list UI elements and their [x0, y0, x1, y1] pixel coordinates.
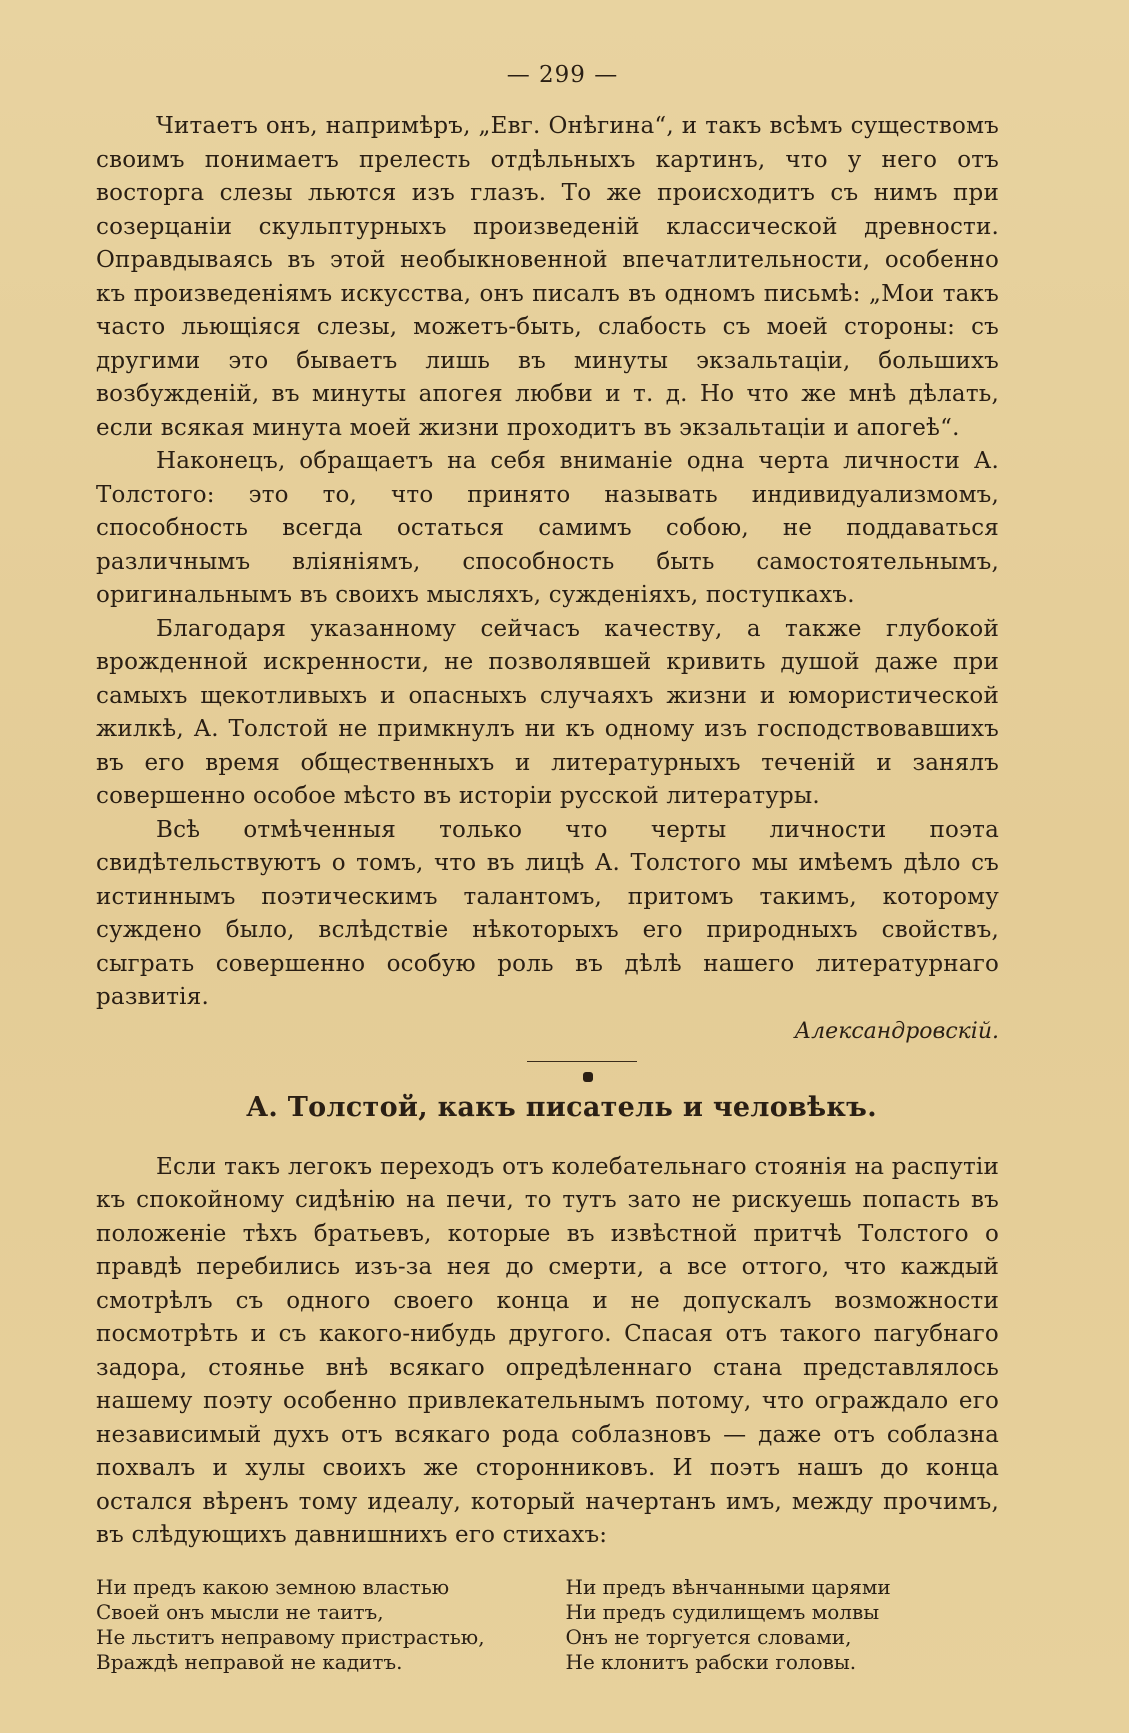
page-number: — 299 —: [506, 62, 619, 88]
poem-line: Не клонитъ рабски головы.: [565, 1649, 857, 1674]
poem-line: Ни предъ какою земною властью: [96, 1574, 450, 1599]
poem-line: Ни предъ судилищемъ молвы: [565, 1599, 880, 1624]
paragraph-3: Благодаря указанному сейчасъ качеству, а также глубокой врожденной искренности, не позволявшей кривить душой даже при самыхъ щекотливыхъ и опасныхъ случаяхъ жизни и юмористической жилкѣ, А. Толстой не примкнулъ ни къ одному изъ господствовавшихъ въ его время общественныхъ и литературныхъ теченiй и занялъ совершенно особое мѣсто въ исторiи русской литературы.: [96, 615, 999, 809]
poem-column-right: [566, 1575, 1000, 1675]
poem-line: Ни предъ вѣнчанными царями: [565, 1574, 891, 1599]
paragraph-4: Всѣ отмѣченныя только что черты личности поэта свидѣтельствуютъ о томъ, что въ лицѣ А. Толстого мы имѣемъ дѣло съ истиннымъ поэтическимъ талантомъ, притомъ такимъ, которому суждено было, вслѣдствiе нѣкоторыхъ его природныхъ свойствъ, сыграть совершенно особую роль въ дѣлѣ нашего литературнаго развитiя.: [96, 816, 999, 1010]
poem-line: Враждѣ неправой не кадитъ.: [96, 1649, 403, 1674]
poem-line: Своей онъ мысли не таитъ,: [96, 1599, 384, 1624]
paragraph-2: Наконецъ, обращаетъ на себя вниманiе одна черта личности А. Толстого: это то, что принято называть индивидуализмомъ, способность всегда остаться самимъ собою, не поддаваться различнымъ влiянiямъ, способность быть самостоятельнымъ, оригинальнымъ въ своихъ мысляхъ, сужденiяхъ, поступкахъ.: [96, 448, 999, 608]
ink-mark: [583, 1072, 593, 1082]
paragraph-5: Если такъ легокъ переходъ отъ колебательнаго стоянiя на распутiи къ спокойному сидѣнiю на печи, то тутъ зато не рискуешь попасть въ положенiе тѣхъ братьевъ, которые въ извѣстной притчѣ Толстого о правдѣ перебились изъ-за нея до смерти, а все оттого, что каждый смотрѣлъ съ одного своего конца и не допускалъ возможности посмотрѣть и съ какого-нибудь другого. Спасая отъ такого пагубнаго задора, стоянье внѣ всякаго опредѣленнаго стана представлялось нашему поэту особенно привлекательнымъ потому, что ограждало его независимый духъ отъ всякаго рода соблазновъ — даже отъ соблазна похвалъ и хулы своихъ же сторонниковъ. И поэтъ нашъ до конца остался вѣренъ тому идеалу, который начертанъ имъ, между прочимъ, въ слѣдующихъ давнишнихъ его стихахъ:: [96, 1153, 999, 1548]
paragraph-1: Читаетъ онъ, напримѣръ, „Евг. Онѣгина“, и такъ всѣмъ существомъ своимъ понимаетъ прелесть отдѣльныхъ картинъ, что у него отъ восторга слезы льются изъ глазъ. То же происходитъ съ нимъ при созерцанiи скульптурныхъ произведенiй классической древности. Оправдываясь въ этой необыкновенной впечатлительности, особенно къ произведенiямъ искусства, онъ писалъ въ одномъ письмѣ: „Мои такъ часто льющiяся слезы, можетъ-быть, слабость съ моей стороны: съ другими это бываетъ лишь въ минуты экзальтацiи, большихъ возбужденiй, въ минуты апогея любви и т. д. Но что же мнѣ дѣлать, если всякая минута моей жизни проходитъ въ экзальтацiи и апогеѣ“.: [96, 113, 999, 441]
poem-line: Не льститъ неправому пристрастью,: [96, 1624, 485, 1649]
poem-line: Онъ не торгуется словами,: [565, 1624, 852, 1649]
author-signature: Александровскiй.: [794, 1018, 999, 1044]
section-title: А. Толстой, какъ писатель и человѣкъ.: [246, 1091, 877, 1123]
poem: [96, 1575, 999, 1675]
poem-column-left: [96, 1575, 530, 1675]
section-divider: [527, 1061, 637, 1062]
